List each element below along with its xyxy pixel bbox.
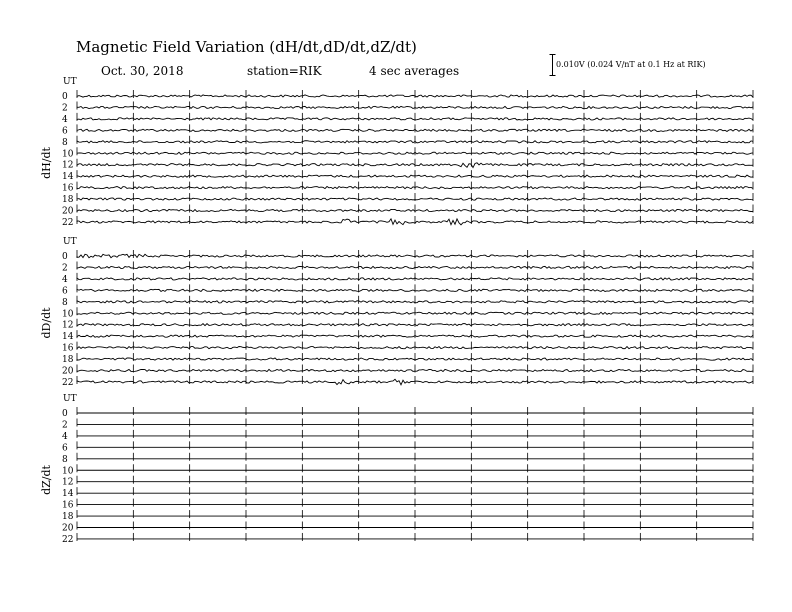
row-label: 22 (62, 534, 74, 545)
row-label: 18 (62, 512, 74, 523)
row-label: 0 (62, 92, 68, 102)
row-label: 10 (62, 466, 74, 477)
row-label: 12 (62, 160, 74, 171)
ut-axis-label: UT (63, 77, 77, 87)
row-label: 4 (62, 114, 68, 125)
row-label: 8 (62, 297, 68, 308)
row-label: 2 (62, 263, 68, 274)
row-label: 6 (62, 126, 68, 137)
panel-ylabel: dH/dt (40, 147, 53, 179)
row-label: 18 (62, 195, 74, 206)
row-label: 16 (62, 183, 74, 194)
row-label: 20 (62, 206, 74, 217)
row-label: 22 (62, 377, 74, 388)
row-label: 14 (62, 172, 74, 183)
row-label: 8 (62, 137, 68, 148)
row-label: 2 (62, 420, 68, 431)
panel-ylabel: dZ/dt (40, 465, 53, 495)
row-label: 6 (62, 286, 68, 297)
row-label: 16 (62, 343, 74, 354)
averaging-label: 4 sec averages (369, 64, 460, 78)
row-label: 20 (62, 366, 74, 377)
row-label: 10 (62, 149, 74, 160)
scale-label: 0.010V (0.024 V/nT at 0.1 Hz at RIK) (556, 60, 706, 69)
row-label: 20 (62, 523, 74, 534)
chart-title: Magnetic Field Variation (dH/dt,dD/dt,dZ/dt) (76, 38, 417, 56)
row-label: 4 (62, 431, 68, 442)
row-label: 4 (62, 274, 68, 285)
row-label: 12 (62, 477, 74, 488)
row-label: 12 (62, 320, 74, 331)
row-label: 6 (62, 443, 68, 454)
date-label: Oct. 30, 2018 (101, 64, 184, 78)
ut-axis-label: UT (63, 394, 77, 404)
row-label: 14 (62, 489, 74, 500)
station-label: station=RIK (247, 64, 322, 78)
row-label: 2 (62, 103, 68, 114)
row-label: 16 (62, 500, 74, 511)
row-label: 0 (62, 409, 68, 419)
panel-ylabel: dD/dt (40, 307, 53, 339)
row-label: 22 (62, 217, 74, 228)
row-label: 0 (62, 252, 68, 262)
row-label: 8 (62, 454, 68, 465)
row-label: 18 (62, 355, 74, 366)
row-label: 10 (62, 309, 74, 320)
row-label: 14 (62, 332, 74, 343)
ut-axis-label: UT (63, 237, 77, 247)
